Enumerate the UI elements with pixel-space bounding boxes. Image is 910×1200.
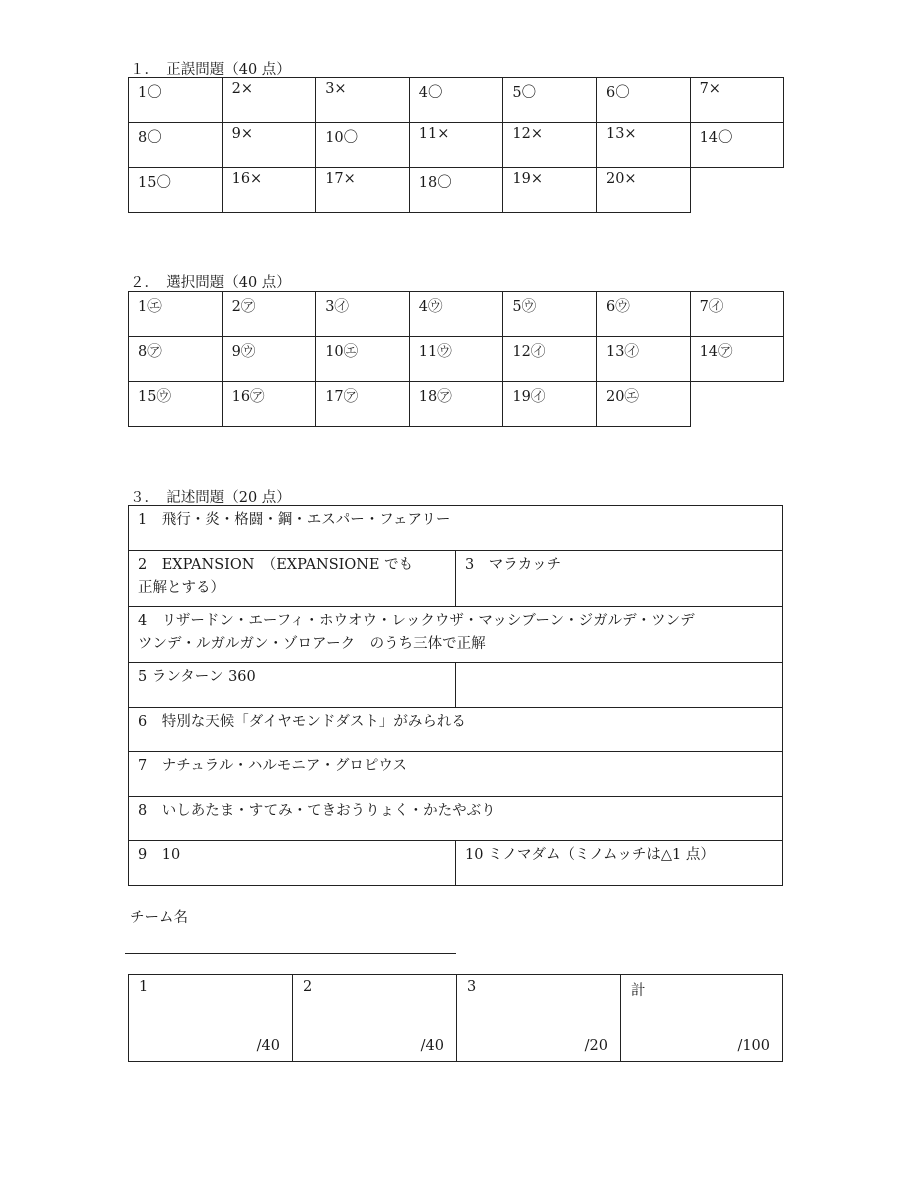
answer-cell: 7× xyxy=(690,78,784,123)
answer-1 xyxy=(128,505,783,551)
answer-8-text: 8 いしあたま・すてみ・てきおうりょく・かたやぶり xyxy=(138,803,496,819)
score-label-total: 計 xyxy=(631,983,646,999)
score-max-3: /20 xyxy=(584,1038,608,1054)
empty-cell xyxy=(690,168,784,213)
answer-cell: 5〇 xyxy=(503,78,597,123)
answer-cell: 3㋑ xyxy=(316,292,410,337)
answer-cell: 17㋐ xyxy=(316,382,410,427)
answer-6-text: 6 特別な天候「ダイヤモンドダスト」がみられる xyxy=(138,714,466,730)
answer-cell: 14㋐ xyxy=(690,337,784,382)
answer-cell: 5㋒ xyxy=(503,292,597,337)
answer-cell: 12× xyxy=(503,123,597,168)
score-max-total: /100 xyxy=(737,1038,770,1054)
team-name-line xyxy=(125,953,456,954)
answer-10-text: 10 ミノマダム（ミノムッチは△1 点） xyxy=(465,847,715,863)
answer-cell: 6㋒ xyxy=(596,292,690,337)
table-row xyxy=(129,78,784,123)
answer-7-text: 7 ナチュラル・ハルモニア・グロピウス xyxy=(138,758,407,774)
answer-cell: 4㋒ xyxy=(409,292,503,337)
score-cell-2 xyxy=(292,974,457,1062)
answer-9 xyxy=(128,840,456,886)
score-label-3: 3 xyxy=(467,979,477,995)
answer-cell: 11× xyxy=(409,123,503,168)
answer-4-text: 4 リザードン・エーフィ・ホウオウ・レックウザ・マッシブーン・ジガルデ・ツンデ xyxy=(138,613,695,629)
answer-cell: 14〇 xyxy=(690,123,784,168)
answer-cell: 10〇 xyxy=(316,123,410,168)
answer-2-text-cont: 正解とする） xyxy=(138,580,225,596)
answer-cell: 20× xyxy=(596,168,690,213)
answer-9-text: 9 10 xyxy=(138,847,181,863)
team-name-label: チーム名 xyxy=(130,910,188,926)
answer-4 xyxy=(128,606,783,663)
answer-cell: 15㋒ xyxy=(129,382,223,427)
answer-8 xyxy=(128,796,783,841)
table-row xyxy=(129,292,784,337)
section-1-title: １． 正誤問題（40 点） xyxy=(130,62,291,78)
score-label-2: 2 xyxy=(303,979,313,995)
table-row xyxy=(129,168,784,213)
answer-cell: 1〇 xyxy=(129,78,223,123)
answer-cell: 17× xyxy=(316,168,410,213)
answer-6 xyxy=(128,707,783,752)
answer-5-text: 5 ランターン 360 xyxy=(138,669,256,685)
answer-cell: 16× xyxy=(222,168,316,213)
answer-cell: 6〇 xyxy=(596,78,690,123)
table-row xyxy=(129,337,784,382)
answer-cell: 4〇 xyxy=(409,78,503,123)
answer-2-text: 2 EXPANSION （EXPANSIONE でも xyxy=(138,557,414,573)
answer-2 xyxy=(128,550,456,607)
answer-7 xyxy=(128,751,783,797)
score-max-2: /40 xyxy=(420,1038,444,1054)
answer-cell: 2× xyxy=(222,78,316,123)
empty-cell xyxy=(690,382,784,427)
answer-cell: 18㋐ xyxy=(409,382,503,427)
answer-cell: 16㋐ xyxy=(222,382,316,427)
answer-1-text: 1 飛行・炎・格闘・鋼・エスパー・フェアリー xyxy=(138,512,451,528)
answer-cell: 18〇 xyxy=(409,168,503,213)
score-label-1: 1 xyxy=(139,979,149,995)
answer-3 xyxy=(455,550,783,607)
answer-cell: 15〇 xyxy=(129,168,223,213)
answer-cell: 19× xyxy=(503,168,597,213)
answer-cell: 8〇 xyxy=(129,123,223,168)
section-2-title: ２． 選択問題（40 点） xyxy=(130,275,291,291)
score-max-1: /40 xyxy=(256,1038,280,1054)
answer-cell: 19㋑ xyxy=(503,382,597,427)
section-3-title: ３． 記述問題（20 点） xyxy=(130,490,291,506)
answer-cell: 11㋒ xyxy=(409,337,503,382)
answer-cell: 3× xyxy=(316,78,410,123)
answer-5 xyxy=(128,662,456,708)
answer-cell: 13㋑ xyxy=(596,337,690,382)
answer-cell: 9㋒ xyxy=(222,337,316,382)
answer-cell: 10㋓ xyxy=(316,337,410,382)
score-cell-3 xyxy=(456,974,621,1062)
answer-cell: 8㋐ xyxy=(129,337,223,382)
answer-cell: 13× xyxy=(596,123,690,168)
answer-cell: 2㋐ xyxy=(222,292,316,337)
answer-cell: 1㋓ xyxy=(129,292,223,337)
answer-cell: 7㋑ xyxy=(690,292,784,337)
multiple-choice-answer-table xyxy=(128,291,784,427)
score-cell-total xyxy=(620,974,783,1062)
answer-4-text-cont: ツンデ・ルガルガン・ゾロアーク のうち三体で正解 xyxy=(138,636,486,652)
answer-5-blank xyxy=(455,662,783,708)
answer-cell: 12㋑ xyxy=(503,337,597,382)
answer-3-text: 3 マラカッチ xyxy=(465,557,562,573)
answer-cell: 20㋓ xyxy=(596,382,690,427)
table-row xyxy=(129,123,784,168)
answer-cell: 9× xyxy=(222,123,316,168)
table-row xyxy=(129,382,784,427)
answer-10 xyxy=(455,840,783,886)
score-cell-1 xyxy=(128,974,293,1062)
true-false-answer-table xyxy=(128,77,784,213)
